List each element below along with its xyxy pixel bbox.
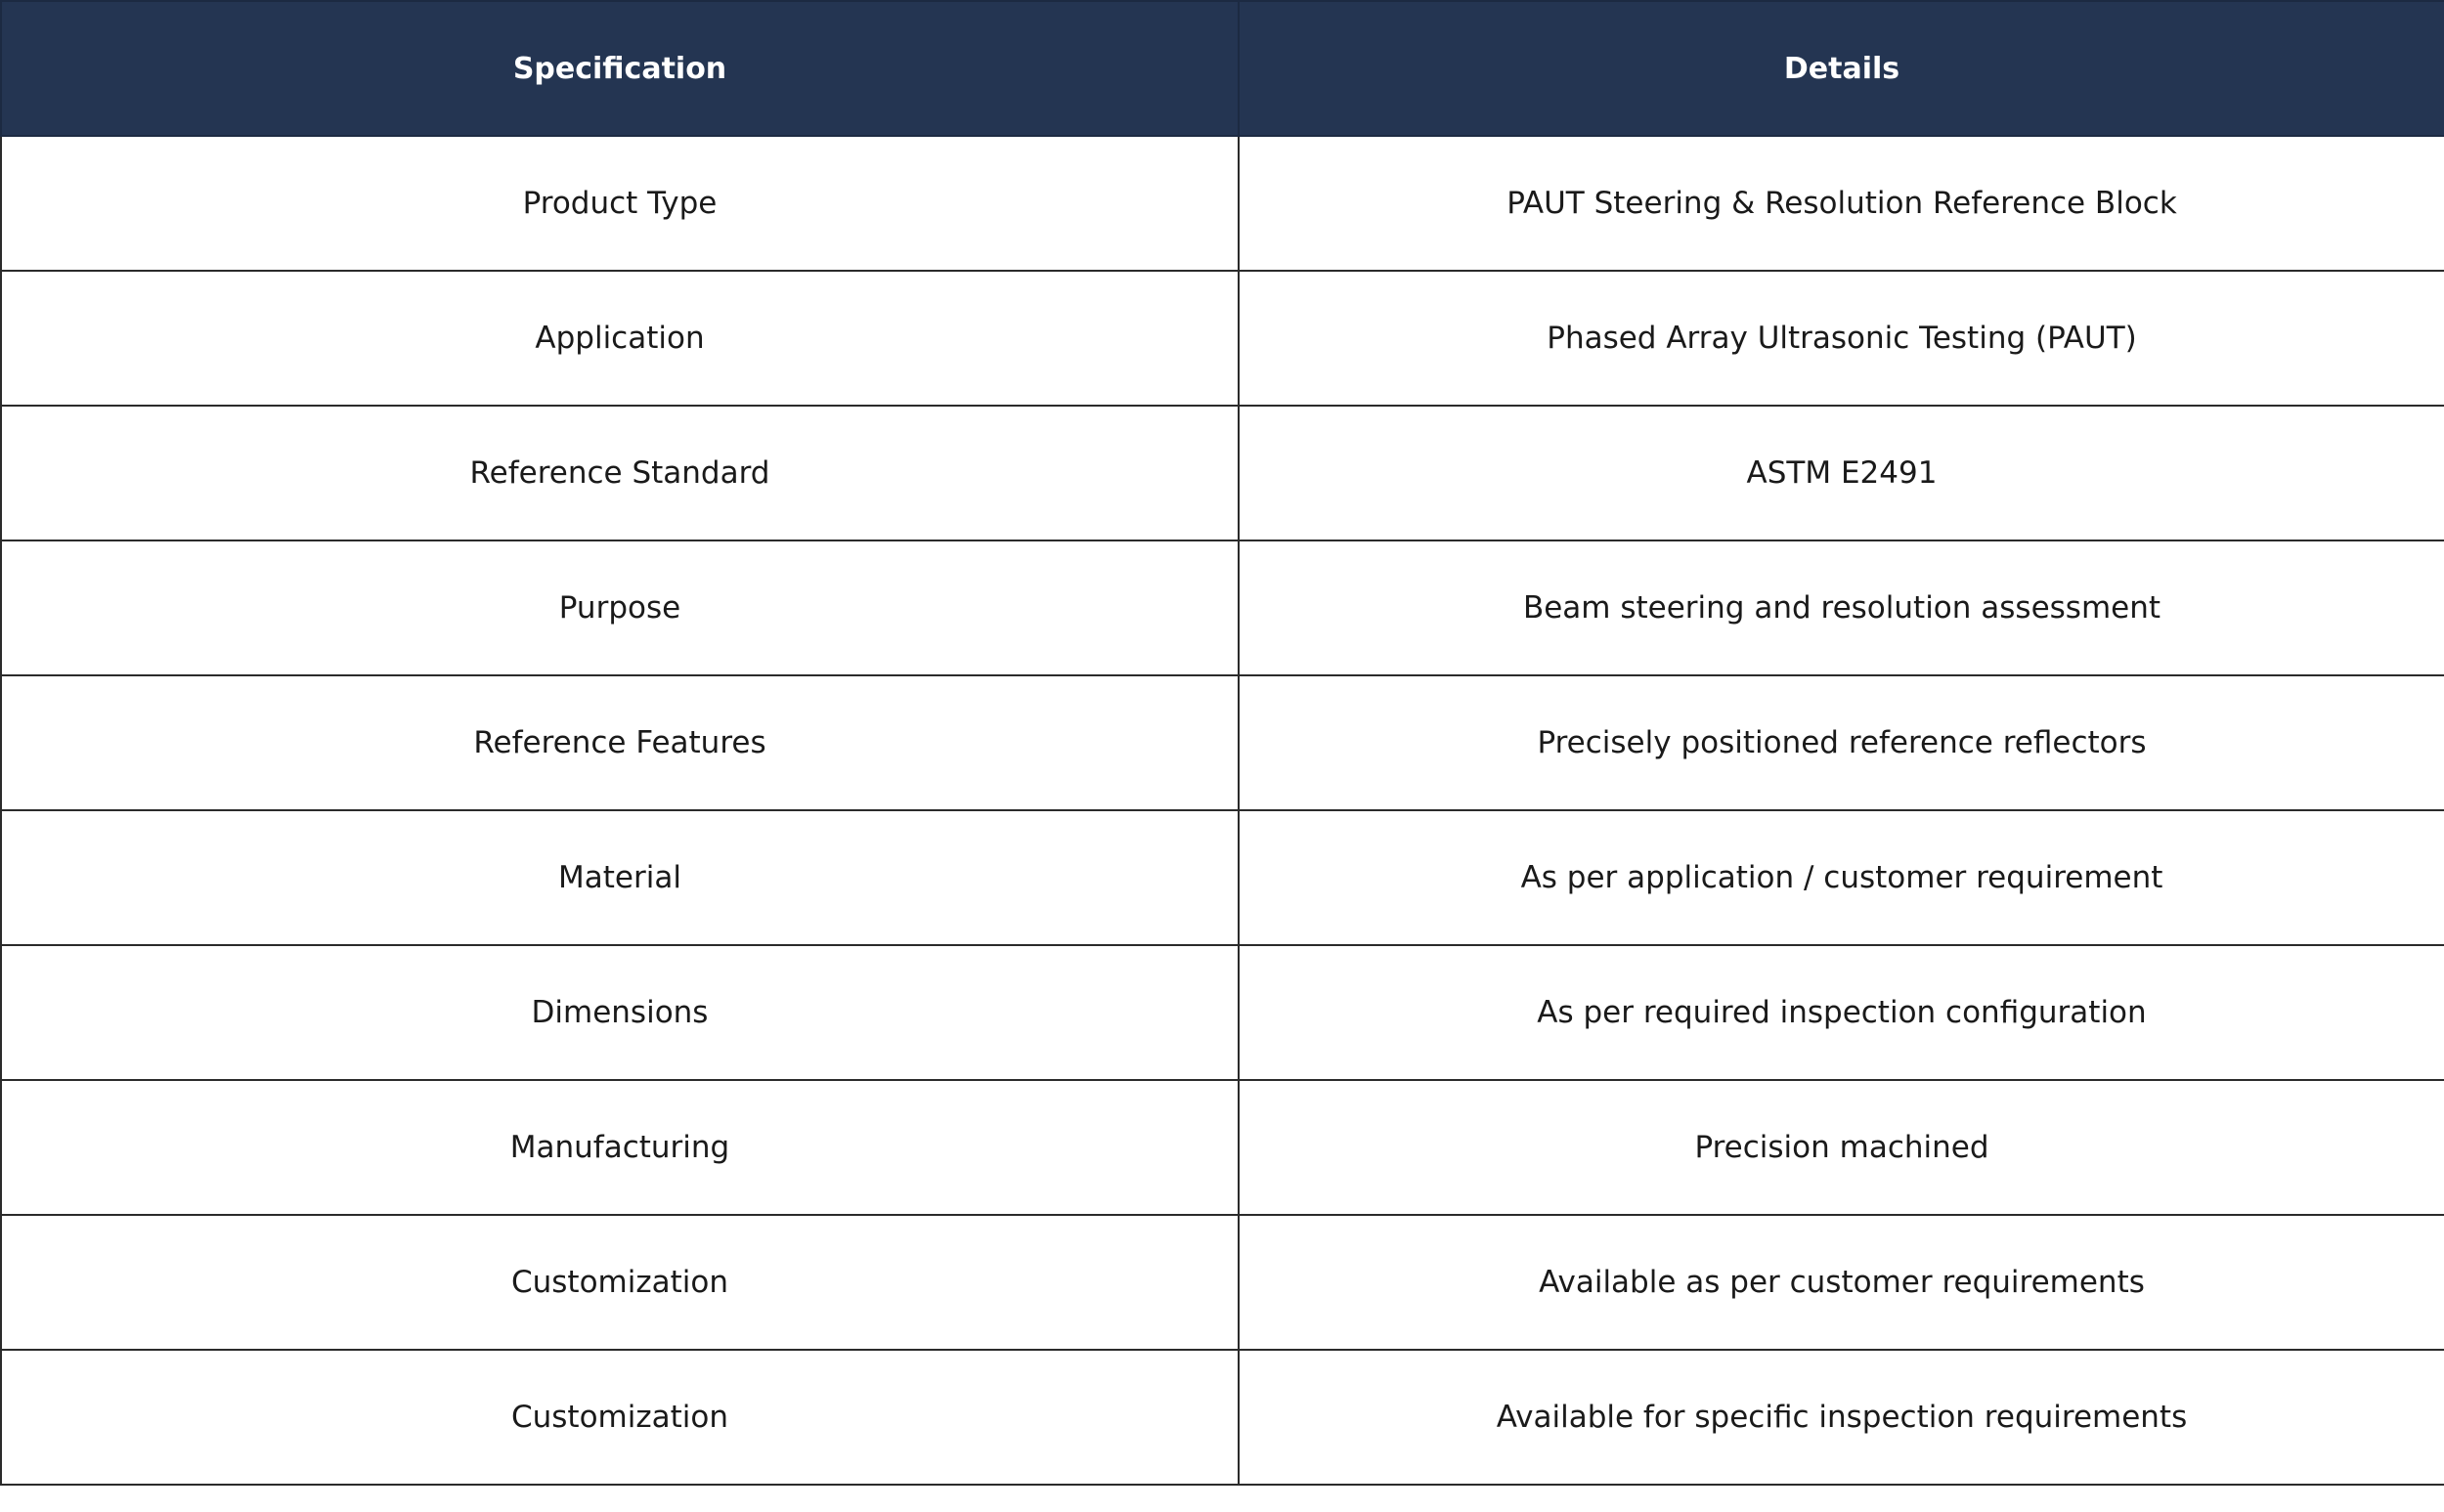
table-row xyxy=(1,406,2444,540)
spec-cell: Dimensions xyxy=(1,945,1239,1080)
header-specification: Specification xyxy=(1,1,1239,136)
spec-cell: Customization xyxy=(1,1350,1239,1485)
spec-cell: Application xyxy=(1,271,1239,406)
table-row xyxy=(1,1080,2444,1215)
table-row xyxy=(1,136,2444,271)
details-cell: Available for specific inspection requirements xyxy=(1239,1350,2444,1485)
spec-cell: Product Type xyxy=(1,136,1239,271)
spec-cell: Reference Standard xyxy=(1,406,1239,540)
spec-cell: Reference Features xyxy=(1,675,1239,810)
details-cell: Available as per customer requirements xyxy=(1239,1215,2444,1350)
table-body xyxy=(1,136,2444,1485)
details-cell: Beam steering and resolution assessment xyxy=(1239,540,2444,675)
table-row xyxy=(1,271,2444,406)
table-header xyxy=(1,1,2444,136)
spec-cell: Purpose xyxy=(1,540,1239,675)
table-row xyxy=(1,1215,2444,1350)
header-details: Details xyxy=(1239,1,2444,136)
table-row xyxy=(1,810,2444,945)
spec-cell: Customization xyxy=(1,1215,1239,1350)
table-row xyxy=(1,540,2444,675)
table-row xyxy=(1,1350,2444,1485)
spec-cell: Manufacturing xyxy=(1,1080,1239,1215)
details-cell: ASTM E2491 xyxy=(1239,406,2444,540)
table-row xyxy=(1,945,2444,1080)
details-cell: Phased Array Ultrasonic Testing (PAUT) xyxy=(1239,271,2444,406)
details-cell: Precision machined xyxy=(1239,1080,2444,1215)
details-cell: As per application / customer requirement xyxy=(1239,810,2444,945)
table-row xyxy=(1,675,2444,810)
details-cell: PAUT Steering & Resolution Reference Block xyxy=(1239,136,2444,271)
header-row xyxy=(1,1,2444,136)
details-cell: As per required inspection configuration xyxy=(1239,945,2444,1080)
details-cell: Precisely positioned reference reflectors xyxy=(1239,675,2444,810)
spec-cell: Material xyxy=(1,810,1239,945)
